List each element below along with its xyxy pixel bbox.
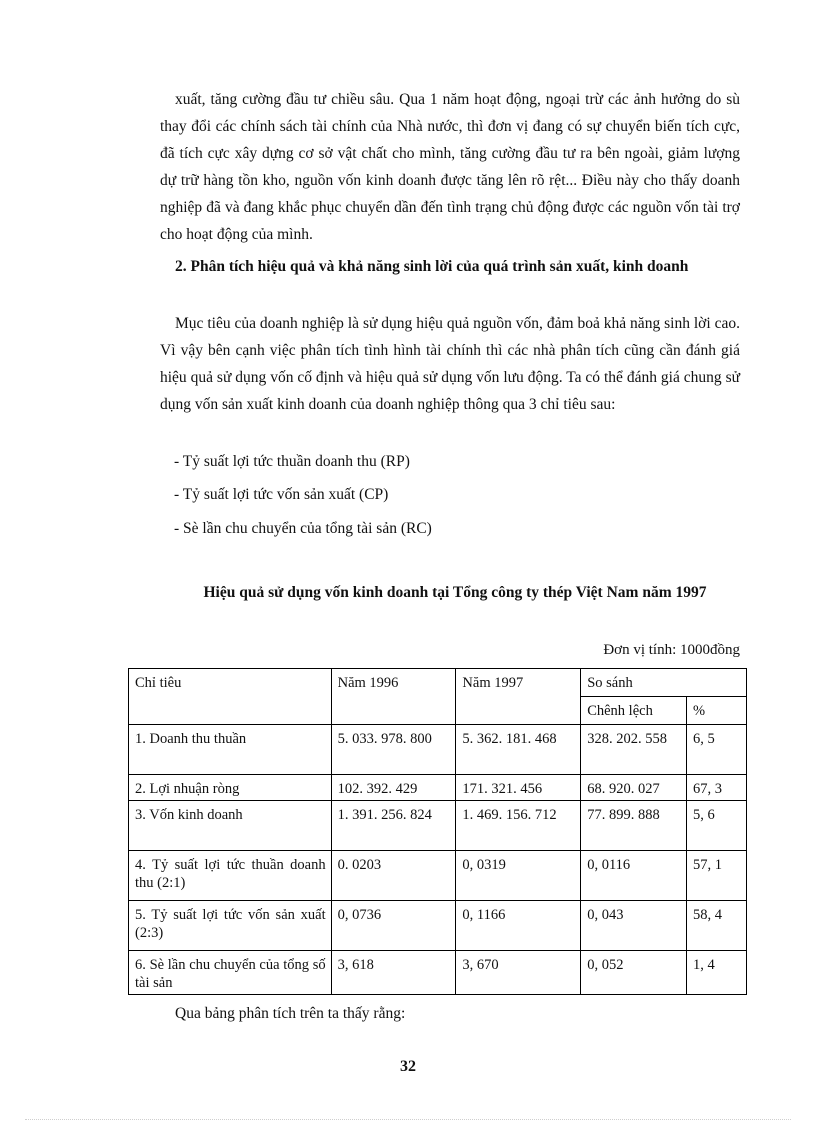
page-number: 32 [400, 1058, 416, 1075]
cell-difference: 68. 920. 027 [581, 775, 687, 801]
cell-1996: 1. 391. 256. 824 [331, 801, 456, 851]
section-heading: 2. Phân tích hiệu quả và khả năng sinh lời của quá trình sản xuất, kinh doanh [175, 258, 689, 275]
cell-difference: 328. 202. 558 [581, 725, 687, 775]
cell-difference: 0, 052 [581, 951, 687, 995]
cell-1997: 0, 0319 [456, 851, 581, 901]
cell-difference: 0, 043 [581, 901, 687, 951]
row-name: 2. Lợi nhuận ròng [129, 775, 332, 801]
cell-1997: 171. 321. 456 [456, 775, 581, 801]
cell-difference: 77. 899. 888 [581, 801, 687, 851]
table-row [129, 775, 747, 801]
cell-percent: 67, 3 [687, 775, 747, 801]
cell-percent: 57, 1 [687, 851, 747, 901]
cell-1996: 102. 392. 429 [331, 775, 456, 801]
cell-percent: 1, 4 [687, 951, 747, 995]
cell-1996: 3, 618 [331, 951, 456, 995]
cell-1997: 0, 1166 [456, 901, 581, 951]
header-compare: So sánh [581, 669, 747, 697]
unit-note: Đơn vị tính: 1000đồng [603, 642, 740, 658]
table-row [129, 851, 747, 901]
table-row [129, 951, 747, 995]
cell-1996: 0, 0736 [331, 901, 456, 951]
header-difference: Chênh lệch [581, 697, 687, 725]
intro-paragraph: xuất, tăng cường đầu tư chiều sâu. Qua 1 năm hoạt động, ngoại trừ các ảnh hưởng do sù thay đổi các chính sách tài chính của Nhà nước, thì đơn vị đang có sự chuyển biến tích cực, đã tích cực xây dựng cơ sở vật chất cho mình, tăng cường đầu tư ra bên ngoài, giảm lượng dự trữ hàng tồn kho, nguồn vốn kinh doanh được tăng lên rõ rệt... Điều này cho thấy doanh nghiệp đã và đang khắc phục chuyển dần đến tình trạng chủ động được các nguồn vốn tài trợ cho hoạt động của mình. [160, 91, 740, 243]
row-name: 5. Tỷ suất lợi tức vốn sản xuất (2:3) [129, 901, 332, 951]
cell-percent: 5, 6 [687, 801, 747, 851]
table-row [129, 801, 747, 851]
header-year-1997: Năm 1997 [456, 669, 581, 725]
table-header-row [129, 669, 747, 697]
footer-divider [25, 1119, 791, 1120]
cell-percent: 58, 4 [687, 901, 747, 951]
header-percent: % [687, 697, 747, 725]
objective-paragraph: Mục tiêu của doanh nghiệp là sử dụng hiệu quả nguồn vốn, đảm boả khả năng sinh lời cao. Vì vậy bên cạnh việc phân tích tình hình tài chính thì các nhà phân tích cũng cần đánh giá hiệu quả sử dụng vốn cố định và hiệu quả sử dụng vốn lưu động. Ta có thể đánh giá chung sử dụng vốn sản xuất kinh doanh của doanh nghiệp thông qua 3 chỉ tiêu sau: [160, 315, 740, 413]
cell-1997: 3, 670 [456, 951, 581, 995]
header-indicator: Chỉ tiêu [129, 669, 332, 725]
efficiency-table [128, 668, 747, 995]
row-name: 3. Vốn kinh doanh [129, 801, 332, 851]
bullet-item-cp: - Tỷ suất lợi tức vốn sản xuất (CP) [174, 486, 389, 503]
cell-1996: 0. 0203 [331, 851, 456, 901]
row-name: 4. Tỷ suất lợi tức thuần doanh thu (2:1) [129, 851, 332, 901]
table-title: Hiệu quả sử dụng vốn kinh doanh tại Tổng công ty thép Việt Nam năm 1997 [203, 584, 707, 601]
row-name: 1. Doanh thu thuần [129, 725, 332, 775]
row-name: 6. Sè lần chu chuyển của tổng số tài sản [129, 951, 332, 995]
bullet-item-rp: - Tỷ suất lợi tức thuần doanh thu (RP) [174, 453, 410, 470]
closing-paragraph: Qua bảng phân tích trên ta thấy rằng: [175, 1005, 406, 1022]
table-row [129, 725, 747, 775]
table-row [129, 901, 747, 951]
header-year-1996: Năm 1996 [331, 669, 456, 725]
cell-1996: 5. 033. 978. 800 [331, 725, 456, 775]
cell-difference: 0, 0116 [581, 851, 687, 901]
cell-1997: 1. 469. 156. 712 [456, 801, 581, 851]
cell-1997: 5. 362. 181. 468 [456, 725, 581, 775]
cell-percent: 6, 5 [687, 725, 747, 775]
bullet-item-rc: - Sè lần chu chuyển của tổng tài sản (RC) [174, 520, 432, 537]
